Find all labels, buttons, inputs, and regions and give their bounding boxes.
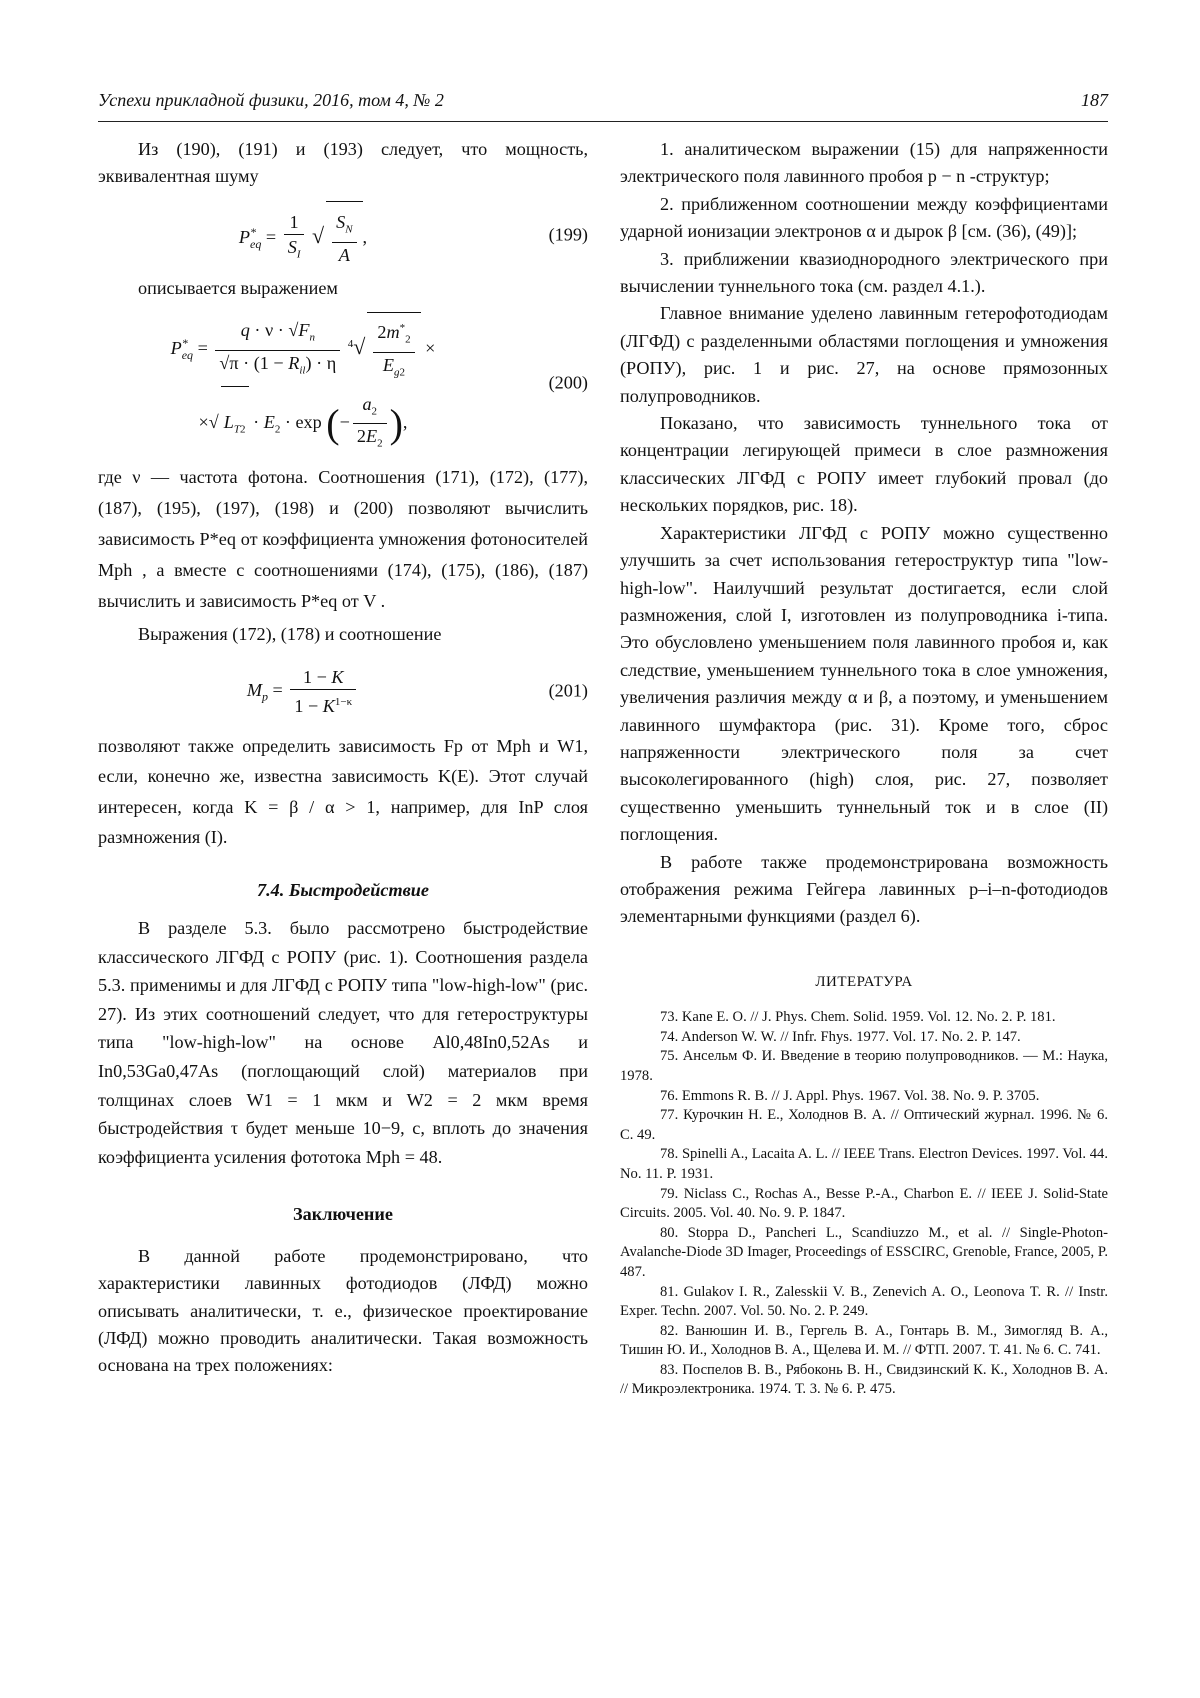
paragraph: Показано, что зависимость туннельного тока от концентрации легирующей примеси в слое размножения классических ЛГФД с РОПУ имеет глубокий провал (до нескольких порядков, рис. 18). — [620, 413, 1108, 516]
paragraph: В данной работе продемонстрировано, что характеристики лавинных фотодиодов (ЛФД) можно описывать аналитически, т. е., физическое проектирование (ЛФД) можно проводить аналитически. Такая возможность основана на трех положениях: — [98, 1245, 588, 1376]
paragraph: позволяют также определить зависимость Fp от Mph и W1, если, конечно же, известна зависимость K(E). Этот случай интересен, когда K = β / α > 1, например, для InP слоя размножения (I). — [98, 735, 588, 848]
equation-201 — [98, 655, 588, 727]
paragraph: 3. приближении квазиоднородного электрического при вычислении туннельного тока (см. раздел 4.1.). — [620, 248, 1108, 297]
reference-item: 75. Ансельм Ф. И. Введение в теорию полупроводников. — М.: Наука, 1978. — [620, 1048, 1108, 1084]
running-header — [98, 90, 1108, 118]
references-title: ЛИТЕРАТУРА — [815, 973, 913, 990]
paragraph: 1. аналитическом выражении (15) для напряженности электрического поля лавинного пробоя p − n -структур; — [620, 139, 1108, 187]
reference-item: 78. Spinelli A., Lacaita A. L. // IEEE Trans. Electron Devices. 1997. Vol. 44. No. 11. P. 1931. — [620, 1146, 1108, 1182]
equation-number: (200) — [548, 372, 588, 393]
reference-item: 74. Anderson W. W. // Infr. Fhys. 1977. Vol. 17. No. 2. P. 147. — [660, 1028, 1021, 1045]
paragraph: Выражения (172), (178) и соотношение — [138, 624, 442, 645]
equation-body: $P^*_{eq}$ = $\frac{q \cdot \nu \cdot √F_n}{√\pi \cdot (1 - R_{il}) \cdot \eta}$ $^4$√ $\frac{2m^*_2}{E_{g2}}$ × ×√ $L_{T2} \cdot E_2 \cdot \exp$ (− $\frac{a_2}{2E_2}$ ), — [98, 308, 508, 458]
page-number: 187 — [1081, 90, 1108, 110]
paragraph: 2. приближенном соотношении между коэффициентами ударной ионизации электронов α и дырок β [см. (36), (49)]; — [620, 193, 1108, 242]
paragraph: В разделе 5.3. было рассмотрено быстродействие классического ЛГФД с РОПУ (рис. 1). Соотношения раздела 5.3. применимы и для ЛГФД с РОПУ типа "low-high-low" (рис. 27). Из этих соотношений следует, что для гетероструктуры типа "low-high-low" на основе Al0,48In0,52As и In0,53Ga0,47As (поглощающий слой) материалов при толщинах слоев W1 = 1 мкм и W2 = 2 мкм время быстродействия τ будет меньше 10−9, с, вплоть до значения коэффициента усиления фототока Mph = 48. — [98, 918, 588, 1167]
equation-200 — [98, 308, 588, 458]
paragraph: В работе также продемонстрирована возможность отображения режима Гейгера лавинных p–i–n-фотодиодов элементарными функциями (раздел 6). — [620, 851, 1108, 927]
left-column — [98, 136, 588, 1380]
equation-body: $P^*_{eq}$ = $\frac{1}{S_I}$ √ $\frac{S_N}{A}$ , — [98, 197, 508, 273]
journal-title: Успехи прикладной физики, 2016, том 4, № 2 — [98, 90, 444, 110]
paragraph: описывается выражением — [138, 277, 338, 298]
right-column — [620, 136, 1108, 1400]
paragraph: где ν — частота фотона. Соотношения (171), (172), (177), (187), (195), (197), (198) и (200) позволяют вычислить зависимость P*eq от коэффициента умножения фотоносителей Mph , а вместе с соотношениями (174), (175), (186), (187) вычислить и зависимость P*eq от V . — [98, 467, 588, 612]
header-rule — [98, 121, 1108, 122]
reference-item: 83. Поспелов В. В., Рябоконь В. Н., Свидзинский К. К., Холоднов В. А. // Микроэлектроника. 1974. Т. 3. № 6. Р. 475. — [620, 1361, 1108, 1398]
reference-item: 77. Курочкин Н. Е., Холоднов В. А. // Оптический журнал. 1996. № 6. С. 49. — [620, 1107, 1108, 1143]
equation-number: (201) — [548, 679, 588, 700]
reference-item: 73. Kane E. O. // J. Phys. Chem. Solid. 1959. Vol. 12. No. 2. P. 181. — [660, 1009, 1056, 1026]
references-list — [620, 1008, 1108, 1400]
section-heading: Заключение — [293, 1204, 393, 1225]
reference-item: 82. Ванюшин И. В., Гергель В. А., Гонтарь В. М., Зимогляд В. А., Тишин Ю. И., Холоднов В. А., Щелева И. М. // ФТП. 2007. Т. 41. № 6. С. 741. — [620, 1322, 1108, 1359]
equation-body: $M_p$ = $\frac{1 - K}{1 - K^{1-\kappa}}$ — [98, 655, 508, 727]
paragraph: Главное внимание уделено лавинным гетерофотодиодам (ЛГФД) с разделенными областями поглощения и умножения (РОПУ), рис. 1 и рис. 27, на основе прямозонных полупроводников. — [620, 303, 1108, 406]
reference-item: 81. Gulakov I. R., Zalesskii V. B., Zenevich A. O., Leonova T. R. // Instr. Exper. Techn. 2007. Vol. 50. No. 2. P. 249. — [620, 1283, 1108, 1320]
section-heading: 7.4. Быстродействие — [257, 879, 429, 900]
equation-number: (199) — [548, 224, 588, 245]
paragraph: Из (190), (191) и (193) следует, что мощность, эквивалентная шуму — [98, 139, 588, 187]
reference-item: 79. Niclass C., Rochas A., Besse P.-A., Charbon E. // IEEE J. Solid-State Circuits. 2005. Vol. 40. No. 9. P. 1847. — [620, 1185, 1108, 1222]
paragraph: Характеристики ЛГФД с РОПУ можно существенно улучшить за счет использования гетероструктур типа "low-high-low". Наилучший результат достигается, если слой размножения, слой I, изготовлен из полупроводника i-типа. Это обусловлено уменьшением поля лавинного пробоя и, как следствие, уменьшением туннельного тока в слое умножения, увеличения различия между α и β, а поэтому, и уменьшением лавинного шумфактора (рис. 31). Кроме того, сброс напряженности электрического поля за счет высоколегированного (high) слоя, рис. 27, позволяет существенно уменьшить туннельный ток и в слое (II) поглощения. — [620, 522, 1108, 845]
reference-item: 80. Stoppa D., Pancheri L., Scandiuzzo M., et al. // Single-Photon-Avalanche-Diode 3D Imager, Proceedings of ESSCIRC, Grenoble, France, 2005, P. 487. — [620, 1224, 1108, 1280]
reference-item: 76. Emmons R. B. // J. Appl. Phys. 1967. Vol. 38. No. 9. P. 3705. — [660, 1087, 1040, 1104]
equation-199 — [98, 197, 588, 273]
